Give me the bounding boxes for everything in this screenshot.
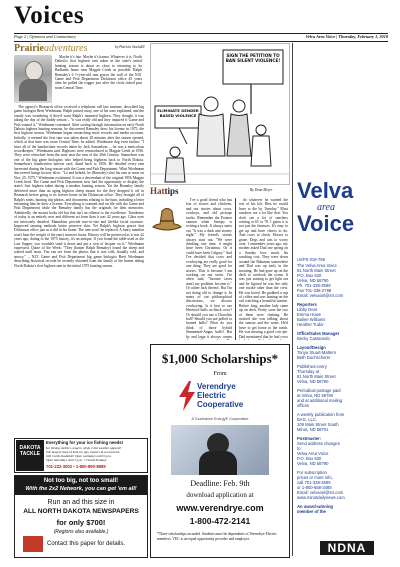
velva-reporters-head: Reporters bbox=[297, 302, 317, 307]
ndna-text: NDNA bbox=[327, 541, 367, 555]
velva-logo-bot: Voice bbox=[297, 211, 355, 236]
network-line-3: Run an ad this size in bbox=[47, 499, 115, 506]
velva-info-2: P.O. Box 620 bbox=[297, 273, 322, 278]
velva-postmaster-0: Postmaster: bbox=[297, 436, 322, 441]
masthead-rule-2 bbox=[14, 41, 388, 42]
velva-info-6: Email: velvaonl@srt.com bbox=[297, 293, 344, 298]
network-line-7: Contact this paper for details. bbox=[47, 541, 126, 547]
editorial-cartoon bbox=[150, 43, 290, 185]
velva-postmaster-5: Velva, ND 58790 bbox=[297, 461, 329, 466]
verendrye-logo bbox=[177, 381, 263, 415]
velva-postmaster-2: to: bbox=[297, 446, 302, 451]
network-line-6: (Regions also available.) bbox=[53, 529, 109, 535]
velva-reporter-3: Heather Tudor bbox=[297, 322, 324, 327]
network-line-2: With the 2x2 Network, you can get 'em all! bbox=[25, 486, 137, 492]
velva-periodical-3: offices bbox=[297, 403, 310, 408]
scholarship-photo bbox=[171, 425, 269, 475]
velva-layout-1: Beth Duchscherer bbox=[297, 355, 331, 360]
masthead-title: Voices bbox=[14, 2, 85, 29]
scholarship-deadline: Deadline: Feb. 9th bbox=[190, 479, 250, 488]
velva-info-1: 81 North Main Street bbox=[297, 268, 336, 273]
hattips-byline: By Dean Meyer bbox=[250, 188, 273, 192]
prairie-byline: by Patricia Stockdill bbox=[115, 45, 145, 49]
scholarship-title: $1,000 Scholarships* bbox=[161, 351, 279, 366]
velva-subscr-info-5: www.minotdailynews.com bbox=[297, 495, 345, 500]
velva-subscription-2: 109 Main Street South bbox=[297, 422, 339, 427]
velva-office: Becky Castanedo bbox=[297, 336, 330, 341]
cartoon-sign-2: ELIMINATE GENDER BASED VIOLENCE bbox=[157, 108, 199, 118]
velva-info-3: Velva, ND 58790 bbox=[297, 278, 329, 283]
dakota-line-4: Open Saturdays until 5 p.m. • Closed Sundays bbox=[46, 458, 107, 462]
velva-staff-box bbox=[297, 257, 387, 514]
scholarship-fine-print: *Three scholarships awarded. Students must be dependents of Verendrye Electric members. VEC is an equal opportunity provider and employer. bbox=[157, 532, 277, 541]
velva-info-5: Fax 701-338-2788 bbox=[297, 288, 332, 293]
dakota-tagline: Everything for your ice fishing needs! bbox=[46, 440, 124, 445]
prairie-title-a: Prairie bbox=[14, 43, 44, 54]
velva-periodical-0: Periodical postage paid bbox=[297, 388, 341, 393]
dakota-tackle-logo bbox=[16, 440, 44, 471]
cartoon-sign-1: SIGN THE PETITION TO BAN SILENT VIOLENCE! bbox=[225, 53, 281, 63]
columnist-photo bbox=[14, 55, 52, 103]
hattips-col-1: I've a good friend who has lots of stories and chickens, and our stories about cows, cowboys, and old pickups tracks. Remember the Potatoe cannon when Snoopy is writing a book. It always starts out "It was a dark and stormy night." My friend's stories always start out, "We were drinking one time, it might have been Christmas. Or it could have been Calgary." And I've decided that cows and cowboying are really good for one thing. They are good for stories. That is because I am working on our taxes. I've often said, "Income taxes aren't my problem. Income is." Or rather lack thereof. But I'm not doing old to change it. In many of our philosophical discussions, we discuss cowboying. Is it best to use Hereford bulls on black cows? Or should you use a Charolais bull? Should you use polled or horned bulls? What do you think of those hybrid Simmental-Angus bulls? But by and large it always comes bbox=[186, 198, 232, 339]
velva-subscription-0: A weekly publication from bbox=[297, 412, 345, 417]
velva-info-4: Ph. 701-338-2599 bbox=[297, 283, 331, 288]
nd-map-icon bbox=[23, 536, 43, 552]
scholarship-ad bbox=[150, 344, 290, 558]
ndna-logo bbox=[318, 540, 376, 556]
velva-periodical-1: at Velva, ND 58790 bbox=[297, 393, 334, 398]
hat-illustration bbox=[150, 197, 184, 237]
velva-subscription-3: Minot, ND 58701 bbox=[297, 427, 329, 432]
scholarship-website[interactable]: www.verendrye.com bbox=[176, 503, 264, 513]
velva-award-1: member of the bbox=[297, 509, 326, 514]
velva-logo-top: Velva bbox=[297, 178, 354, 203]
velva-reporter-2: Bailee Williams bbox=[297, 317, 326, 322]
velva-subscr-info-4: Email: velvaonl@srt.com bbox=[297, 490, 344, 495]
verendrye-name-2: Electric bbox=[197, 391, 226, 400]
hattips-col-2: do whatever he wanted the rest of his life. Best he would have to die by Tuesday." Most ranchers are a lot like that. You don't see a lot of ranchers retiring at 65 or 70. I guess it is not just the finances. It's easy to get up and have chores to do. And cows to check. Horses to graze. Dogs and cats to worry over. I remember years ago, my mother asked Dad one spring on a Sunday how much his ranching cost. They were down around the Bahamas somewhere and Dad was up early in the morning. He had gone up on the deck to overlook the ocean. It was just starting to get light out and he figured he was the only one awake other than the crew. He was bored. He grabbed a cup of coffee and was leaning on the rail watching a beautiful sunrise. Before long, another lady came up on deck. Pretty soon the two of them were chatting. He noticed she was talking about the sunrise and the water. He'd have to get home to the ranch. He was missing a good cow-pie. Dad mentioned that he had cows bbox=[239, 198, 288, 339]
velva-subscription-1: BAG, LLC. bbox=[297, 417, 318, 422]
right-column-divider bbox=[292, 43, 293, 556]
cowboy-hat-icon bbox=[150, 197, 184, 237]
hattips-divider bbox=[235, 198, 236, 340]
hattips-title-a: Hat bbox=[150, 186, 165, 196]
lightning-bolt-icon bbox=[177, 381, 197, 411]
paper-date: Velva Area Voice | Thursday, February 1, 2018 bbox=[305, 34, 388, 39]
prairie-heading bbox=[14, 43, 88, 54]
verendrye-name-3: Cooperative bbox=[197, 400, 244, 409]
velva-periodical-2: and at additional mailing bbox=[297, 398, 343, 403]
velva-published-0: Published every bbox=[297, 364, 327, 369]
dakota-tackle-ad bbox=[14, 438, 148, 473]
velva-subscr-info-3: or 1-800-658-3485 bbox=[297, 485, 332, 490]
dakota-line-2: The largest stock of bulk ice jigs, heaters & accessories. bbox=[46, 450, 121, 454]
velva-usps: USPS 018-796 bbox=[297, 257, 325, 262]
velva-office-head: Office/Sales Manager bbox=[297, 331, 340, 336]
velva-published-2: 81 North Main Street bbox=[297, 374, 336, 379]
velva-reporter-0: Libby Deal bbox=[297, 307, 317, 312]
hattips-title-b: tips bbox=[164, 186, 179, 196]
velva-subscr-info-0: For subscription bbox=[297, 470, 327, 475]
scholarship-phone: 1-800-472-2141 bbox=[189, 516, 251, 526]
dakota-phone: 701-222-3002 • 1-800-890-8889 bbox=[46, 464, 106, 469]
network-2x2-ad bbox=[14, 475, 148, 558]
dakota-line-3: Gift Cards Available! Open weekdays until 6 p.m. bbox=[46, 454, 112, 458]
dakota-tackle-name: DAKOTA TACKLE bbox=[19, 445, 41, 457]
velva-subscr-info-2: call 701-338-2599 bbox=[297, 480, 331, 485]
velva-layout-head: Layout/Design bbox=[297, 345, 326, 350]
velva-layout-0: Tonya Stuart-Mattern bbox=[297, 350, 337, 355]
velva-reporter-1: Emma Howe bbox=[297, 312, 321, 317]
network-line-4: ALL NORTH DAKOTA NEWSPAPERS bbox=[23, 508, 139, 515]
prairie-body: The agency's Bismarck office received a telephone call last summer, described big game biologist Brett Wiedmann. Ralph passed away, one of his sons explained, and the family was wondering if they'd want Ralph's mounted bighorn. They thought it was taking the day of the daddy season – "it was really old and they inquired if Game and Fish wanted it," Wiedmann continued. After sorting through information on early North Dakota bighorn hunting seasons, he discovered Remaley drew his license in 1975, the first bighorn season. Wiedmann began researching more records and media accounts. Initially, it seemed the first ram was taken about 20 minutes after the season opened, which at that time was noon Central Time, he added. Wiedmann dug even further. "I have all of the handwritten records taken by Jack Samuelson ... he was a meticulous recordkeeper," Wiedmann said. Bighorns were reintroduced to Magpie Creek in 1956. They were restocked from the state near the turn of the 20th Century. Samuelson was one of the big game biologists who helped bring bighorns back to North Dakota. Samuelson's handwritten harvest card, dated back to 1956. He detailed every ram harvested during the long season with the Game and Fish Department. What Wiedmann discovered brings history alive: "Lo and behold, he (Remaley) shot his ram at noon on Nov. 25, 1975," Wiedmann exclaimed. It was a descendant of the original 1956 Magpie Creek herd. The Game and Fish Department now had the opportunity to display the state's first bighorn taken during a modern hunting season. Yet the Remaley family delivered more than an aging bighorn sheep mount for the they dropped it off in Bismarck before going to its forever home in the Dickinson office. They brought all of Ralph's notes, hunting trip photos, and documents relating to the hunt, including a letter informing him he drew a license. Everything is scanned and on file with the Game and Fish Department while the Remaley family has the originals for their memories. Admittedly, the mount looks old but that isn't an offense to the excellence. Taxidermy of today is an entirely new and different art form than it was 42 years ago. Glass eyes are intricately detailed. Mannikins provide true-to-size and lifelike facial structure. Improved tanning methods better preserve skin. Yet Ralph's bighorn graces that Dickinson office just as it did in his home. The ram won't be replaced. A fancy manikin won't bear the weight of the ram's massive horns. History will be preserved as it was 42 years ago, dating to the 1975 history, it's an antique. If you found the table used as the Last Supper, you wouldn't sand it down and put a coat of lacquer on it," Wiedmann expressed. Quote of the Week: "They (hunter Ralph Remaley) found the sheep and waited until noon. You can see from the photos that it was cold, brutally cold, and snowy." – N.D. Game and Fish Department big game biologist Brett Wiedmann describing historical records he recently obtained from the family of the hunter taking North Dakota's first bighorn ram in the initial 1975 hunting season. bbox=[14, 105, 144, 268]
velva-postmaster-4: P.O. Box 620 bbox=[297, 456, 322, 461]
velva-logo-mid: area bbox=[317, 202, 335, 213]
touchstone-tagline: A Touchstone Energy® Cooperative bbox=[191, 417, 249, 421]
velva-logo bbox=[297, 180, 389, 252]
velva-postmaster-3: Velva Area Voice bbox=[297, 451, 329, 456]
velva-award-0: An award-winning bbox=[297, 504, 334, 509]
page-label: Page 2 | Opinions and Commentary bbox=[14, 34, 76, 39]
hattips-heading bbox=[150, 186, 179, 196]
verendrye-name-1: Verendrye bbox=[197, 382, 236, 391]
scholarship-from: From bbox=[213, 371, 227, 377]
network-line-1: Not too big, not too small! bbox=[43, 478, 119, 484]
prairie-title-b: adventures bbox=[43, 43, 88, 54]
velva-postmaster-1: Send address changes bbox=[297, 441, 340, 446]
dakota-line-1: Ice fishing shelters, augers, sleds. Cold weather apparel! bbox=[46, 446, 122, 450]
prairie-lead: Maybe it's fate. Maybe it's karma. Whatever it is, North Dakota's first bighorn ram taken in the state's initial hunting season is about as close to returning to its Badlands home near Magpie Creek as possible. Ralph Remaley's 6 ½-year-old ram graces the wall of the N.D. Game and Fish Department Dickinson office 45 years after he pulled the trigger just after the clock ticked past noon Central Time. bbox=[55, 55, 142, 90]
scholarship-download: download application at bbox=[186, 491, 254, 499]
velva-published-1: Thursday at bbox=[297, 369, 320, 374]
velva-info-0: The Velva Area Voice bbox=[297, 263, 337, 268]
velva-subscr-info-1: prices or more info, bbox=[297, 475, 333, 480]
velva-published-3: Velva, ND 58790 bbox=[297, 379, 329, 384]
network-line-5: for only $700! bbox=[56, 518, 106, 527]
